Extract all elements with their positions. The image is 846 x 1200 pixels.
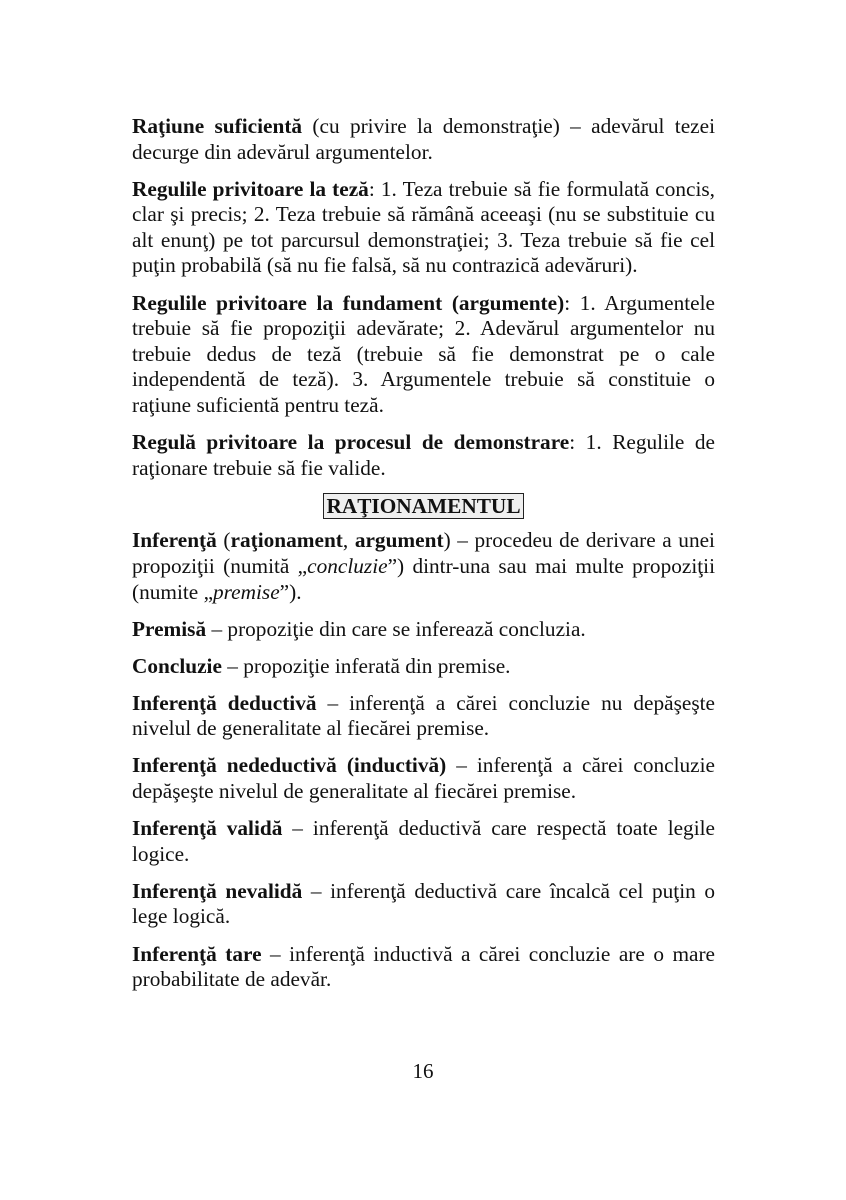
term: raţionament	[230, 528, 343, 553]
term: Raţiune suficientă	[132, 114, 303, 138]
definition-text: – propoziţie din care se inferează concluzia.	[206, 616, 586, 641]
term: Premisă	[132, 616, 207, 641]
emphasis-text: premise	[213, 579, 280, 604]
definitions-after	[132, 528, 715, 992]
term: Inferenţă	[132, 528, 217, 553]
definition-text: – inferenţă a cărei concluzie nu depăşeşte nivelul de generalitate al fiecărei premise.	[132, 690, 715, 741]
definition-paragraph	[132, 291, 715, 419]
definition-text: : 1. Regulile de raţionare trebuie să fie valide.	[132, 430, 716, 480]
definition-text: ,	[342, 528, 355, 553]
definition-paragraph	[132, 942, 715, 993]
definitions-before	[132, 114, 715, 481]
definition-text: (cu privire la demonstraţie) – adevărul tezei decurge din adevărul argumentelor.	[132, 114, 716, 164]
term: Inferenţă nedeductivă (inductivă)	[132, 753, 447, 778]
emphasis-text: concluzie	[307, 553, 388, 578]
term: Concluzie	[132, 653, 222, 678]
term: Regulă privitoare la procesul de demonstrare	[132, 430, 570, 455]
definition-text: – propoziţie inferată din premise.	[221, 653, 511, 678]
term: argument	[354, 528, 444, 553]
section-title: RAŢIONAMENTUL	[323, 493, 523, 519]
term: Inferenţă tare	[132, 941, 262, 966]
definition-text: – inferenţă inductivă a cărei concluzie are o mare probabilitate de adevăr.	[132, 941, 716, 992]
definition-text: – inferenţă a cărei concluzie depăşeşte nivelul de generalitate al fiecărei premise.	[132, 753, 715, 804]
definition-paragraph	[132, 654, 715, 680]
definition-paragraph	[132, 528, 715, 605]
page-number: 16	[412, 1059, 434, 1083]
page-body	[132, 114, 715, 1004]
section-heading-wrap	[132, 493, 715, 520]
term: Regulile privitoare la teză	[132, 176, 369, 201]
definition-paragraph	[132, 691, 715, 742]
definition-paragraph	[132, 430, 715, 481]
definition-paragraph	[132, 177, 715, 279]
definition-text: : 1. Argumentele trebuie să fie propoziţii adevărate; 2. Adevărul argumentelor nu trebuie dedus de teză (trebuie să fie demonstrat pe o cale independentă de teză). 3. Argumentele trebuie să constituie o raţiune suficientă pentru teză.	[132, 290, 716, 417]
term: Inferenţă nevalidă	[132, 878, 303, 903]
definition-paragraph	[132, 816, 715, 867]
term: Regulile privitoare la fundament (argumente)	[132, 290, 565, 315]
term: Inferenţă validă	[132, 816, 283, 841]
definition-text: (	[216, 528, 231, 553]
term: Inferenţă deductivă	[132, 690, 317, 715]
definition-text: ) – procedeu de derivare a unei propoziţii (numită „	[132, 528, 715, 578]
definition-text: : 1. Teza trebuie să fie formulată concis, clar şi precis; 2. Teza trebuie să rămână aceeaşi (nu se substituie cu alt enunţ) pe tot parcursul demonstraţiei; 3. Teza trebuie să fie cel puţin probabilă (să nu fie falsă, să nu contrazică adevăruri).	[132, 176, 715, 278]
definition-paragraph	[132, 879, 715, 930]
definition-text: – inferenţă deductivă care încalcă cel puţin o lege logică.	[132, 878, 715, 929]
definition-text: ”).	[279, 579, 302, 604]
definition-paragraph	[132, 753, 715, 804]
definition-paragraph	[132, 617, 715, 643]
definition-paragraph	[132, 114, 715, 165]
definition-text: – inferenţă deductivă care respectă toate legile logice.	[132, 816, 715, 866]
definition-text: ”) dintr-una sau mai multe propoziţii (numite „	[132, 553, 715, 604]
